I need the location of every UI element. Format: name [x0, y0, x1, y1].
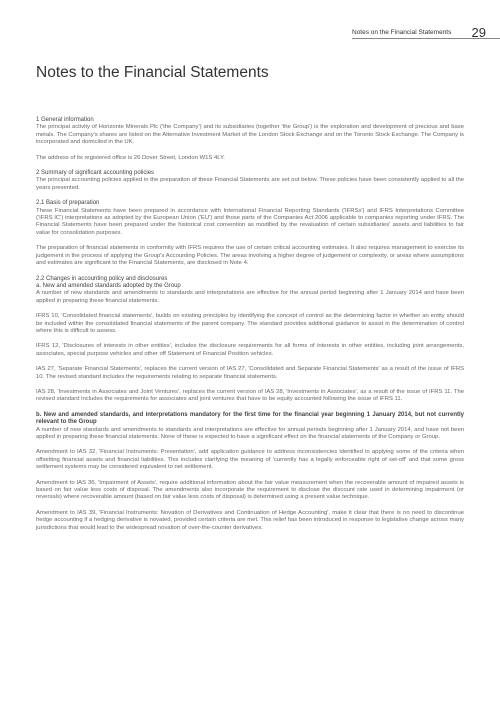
section-heading-accounting-policies: 2 Summary of significant accounting policies [36, 170, 155, 177]
paragraph: The preparation of financial statements in conformity with IFRS requires the use of certain critical accounting estimates. It also requires management to exercise its judgement in the process of applying the Group's Accounting Policies. The areas involving a higher degree of judgement or complexity, or areas where assumptions and estimates are significant to the Financial Statements, are disclosed in Note 4. [36, 245, 464, 267]
section-heading-changes-in-policy: 2.2 Changes in accounting policy and disclosures [36, 275, 168, 282]
paragraph: IFRS 12, 'Disclosures of interests in other entities', includes the disclosure requirements for all forms of interests in other entities, including joint arrangements, associates, special purpose vehicles and other off Statement of Financial Position vehicles. [36, 343, 464, 357]
paragraph: IFRS 10, 'Consolidated financial statements', builds on existing principles by identifying the concept of control as the determining factor in whether an entity should be included within the consolidated financial statements of the parent company. The standard provides additional guidance to assist in the determination of control where this is difficult to assess. [36, 313, 464, 334]
paragraph: The principal activity of Horizonte Minerals Plc ('the Company') and its subsidiaries (together 'the Group') is the exploration and development of precious and base metals. The Company's shares are listed on the Alternative Investment Market of the London Stock Exchange and on the Toronto Stock Exchange. The Company is incorporated and domiciled in the UK. [36, 124, 464, 146]
notes-body [36, 117, 464, 540]
paragraph: A number of new standards and amendments to standards and interpretations are effective for annual periods beginning after 1 January 2014, and have not been applied in preparing these financial statements. None of these is expected to have a significant effect on the financial statements of the Company or Group. [36, 426, 464, 440]
paragraph: IAS 28, 'Investments in Associates and Joint Ventures', replaces the current version of IAS 28, 'Investments in Associates', as a result of the issue of IFRS 11. The revised standard includes the requirements for associates and joint ventures that have to be equity accounted following the issue of IFRS 11. [36, 388, 464, 403]
paragraph: IAS 27, 'Separate Financial Statements', replaces the current version of IAS 27, 'Consolidated and Separate Financial Statements' as a result of the issue of IFRS 10. The revised standard includes the requirements relating to separate financial statements. [36, 366, 464, 380]
paragraph: These Financial Statements have been prepared in accordance with International Financial Reporting Standards ('IFRSs') and IFRS Interpretations Committee ('IFRS IC') interpretations as adopted by the European Union ('EU') and those parts of the Companies Act 2006 applicable to companies reporting under IFRS. The Financial Statements have been prepared under the historical cost convention as modified by the revaluation of certain subsidiaries' assets and liabilities to fair value for consolidation purposes. [36, 207, 464, 236]
section-heading-general-information: 1 General information [36, 117, 94, 123]
header-divider [352, 38, 500, 39]
paragraph: Amendment to IAS 32, 'Financial Instruments: Presentation', add application guidance to address inconsistencies identified in applying some of the criteria when offsetting financial assets and financial liabilities. This includes clarifying the meaning of 'currently has a legally enforceable right of set-off' and that some gross settlement systems may be considered equivalent to net settlement. [36, 449, 464, 471]
page-number: 29 [471, 25, 486, 40]
paragraph: The principal accounting policies applied in the preparation of these Financial Statements are set out below. These policies have been consistently applied to all the years presented. [36, 177, 464, 191]
page-title: Notes to the Financial Statements [36, 64, 269, 81]
paragraph: Amendment to IAS 39, 'Financial Instruments: Novation of Derivatives and Continuation of Hedge Accounting', make it clear that there is no need to discontinue hedge accounting if a hedging derivative is novated, provided certain criteria are met. This relief has been introduced in response to legislative change across many jurisdictions that would lead to the widespread novation of over-the-counter derivatives. [36, 509, 464, 531]
subsection-heading-not-relevant-standards: b. New and amended standards, and interpretations mandatory for the first time for the financial year beginning 1 January 2014, but not currently relevant to the Group [36, 411, 464, 426]
section-heading-basis-of-preparation: 2.1 Basis of preparation [36, 200, 100, 207]
running-header: Notes on the Financial Statements [352, 29, 452, 36]
paragraph: Amendment to IAS 36, 'Impairment of Assets', require additional information about the fair value measurement when the recoverable amount of impaired assets is based on fair value less costs of disposal. The amendments also incorporate the requirement to disclose the discount rate used in determining impairment (or reversals) where recoverable amount (based on fair value less costs of disposal) is determined using a present value technique. [36, 479, 464, 501]
subsection-heading-adopted-standards: a. New and amended standards adopted by the Group [36, 282, 181, 289]
paragraph: A number of new standards and amendments to standards and interpretations are effective for the annual period beginning after 1 January 2014 and have been applied in preparing these financial statements. [36, 290, 464, 304]
paragraph: The address of its registered office is 26 Dover Street, London W1S 4LY. [36, 154, 225, 161]
